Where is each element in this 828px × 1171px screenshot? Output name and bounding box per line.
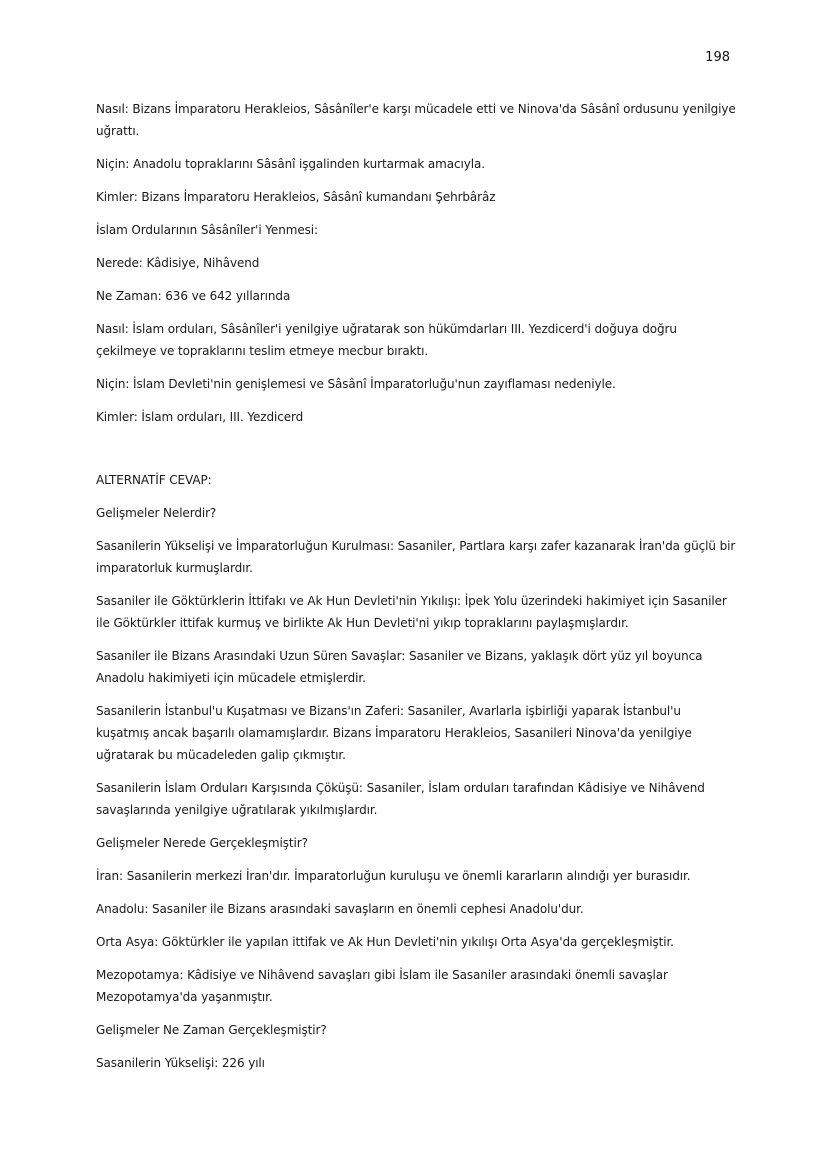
paragraph-kimler-islam: Kimler: İslam orduları, III. Yezdicerd	[96, 410, 304, 424]
paragraph-nerede: Nerede: Kâdisiye, Nihâvend	[96, 256, 260, 270]
paragraph-islam-cokus: Sasanilerin İslam Orduları Karşısında Çöküşü: Sasaniler, İslam orduları tarafından Kâdisiye ve Nihâvend savaşlarında yenilgiye uğratılarak yıkılmışlardır.	[96, 781, 705, 817]
paragraph-mezopotamya: Mezopotamya: Kâdisiye ve Nihâvend savaşları gibi İslam ile Sasaniler arasındaki önemli savaşlar Mezopotamya'da yaşanmıştır.	[96, 968, 668, 1004]
paragraph-anadolu: Anadolu: Sasaniler ile Bizans arasındaki savaşların en önemli cephesi Anadolu'dur.	[96, 902, 584, 916]
document-body	[96, 98, 736, 1085]
section-spacer	[96, 439, 736, 469]
paragraph-nicin-anadolu: Niçin: Anadolu topraklarını Sâsânî işgalinden kurtarmak amacıyla.	[96, 157, 485, 171]
paragraph-yukselis: Sasanilerin Yükselişi ve İmparatorluğun Kurulması: Sasaniler, Partlara karşı zafer kazanarak İran'da güçlü bir imparatorluk kurmuşlardır.	[96, 539, 736, 575]
question-ne-zaman: Gelişmeler Ne Zaman Gerçekleşmiştir?	[96, 1023, 327, 1037]
paragraph-istanbul-kusatma: Sasanilerin İstanbul'u Kuşatması ve Bizans'ın Zaferi: Sasaniler, Avarlarla işbirliği yaparak İstanbul'u kuşatmış ancak başarılı olamamışlardır. Bizans İmparatoru Herakleios, Sasanileri Ninova'da yenilgiye uğratarak bu mücadeleden galip çıkmıştır.	[96, 704, 692, 762]
paragraph-gokturk-ittifak: Sasaniler ile Göktürklerin İttifakı ve Ak Hun Devleti'nin Yıkılışı: İpek Yolu üzerindeki hakimiyet için Sasaniler ile Göktürkler ittifak kurmuş ve birlikte Ak Hun Devleti'ni yıkıp topraklarını paylaşmışlardır.	[96, 594, 727, 630]
paragraph-ne-zaman: Ne Zaman: 636 ve 642 yıllarında	[96, 289, 291, 303]
paragraph-orta-asya: Orta Asya: Göktürkler ile yapılan ittifak ve Ak Hun Devleti'nin yıkılışı Orta Asya'da gerçekleşmiştir.	[96, 935, 674, 949]
section-heading-islam-ordulari: İslam Ordularının Sâsânîler'i Yenmesi:	[96, 223, 318, 237]
question-gelismeler: Gelişmeler Nelerdir?	[96, 506, 217, 520]
page-number: 198	[705, 50, 730, 65]
paragraph-bizans-savaslar: Sasaniler ile Bizans Arasındaki Uzun Süren Savaşlar: Sasaniler ve Bizans, yaklaşık dört yüz yıl boyunca Anadolu hakimiyeti için mücadele etmişlerdir.	[96, 649, 703, 685]
paragraph-nasil-herakleios: Nasıl: Bizans İmparatoru Herakleios, Sâsânîler'e karşı mücadele etti ve Ninova'da Sâsânî ordusunu yenilgiye uğrattı.	[96, 102, 736, 138]
question-nerede: Gelişmeler Nerede Gerçekleşmiştir?	[96, 836, 308, 850]
paragraph-yukselis-yili: Sasanilerin Yükselişi: 226 yılı	[96, 1056, 265, 1070]
paragraph-kimler-herakleios: Kimler: Bizans İmparatoru Herakleios, Sâsânî kumandanı Şehrbârâz	[96, 190, 496, 204]
paragraph-iran: İran: Sasanilerin merkezi İran'dır. İmparatorluğun kuruluşu ve önemli kararların alındığı yer burasıdır.	[96, 869, 691, 883]
paragraph-nicin-islam: Niçin: İslam Devleti'nin genişlemesi ve Sâsânî İmparatorluğu'nun zayıflaması nedeniyle.	[96, 377, 616, 391]
alternative-answer-heading: ALTERNATİF CEVAP:	[96, 473, 212, 487]
paragraph-nasil-islam: Nasıl: İslam orduları, Sâsânîler'i yenilgiye uğratarak son hükümdarları III. Yezdicerd'i doğuya doğru çekilmeye ve topraklarını teslim etmeye mecbur bıraktı.	[96, 322, 677, 358]
